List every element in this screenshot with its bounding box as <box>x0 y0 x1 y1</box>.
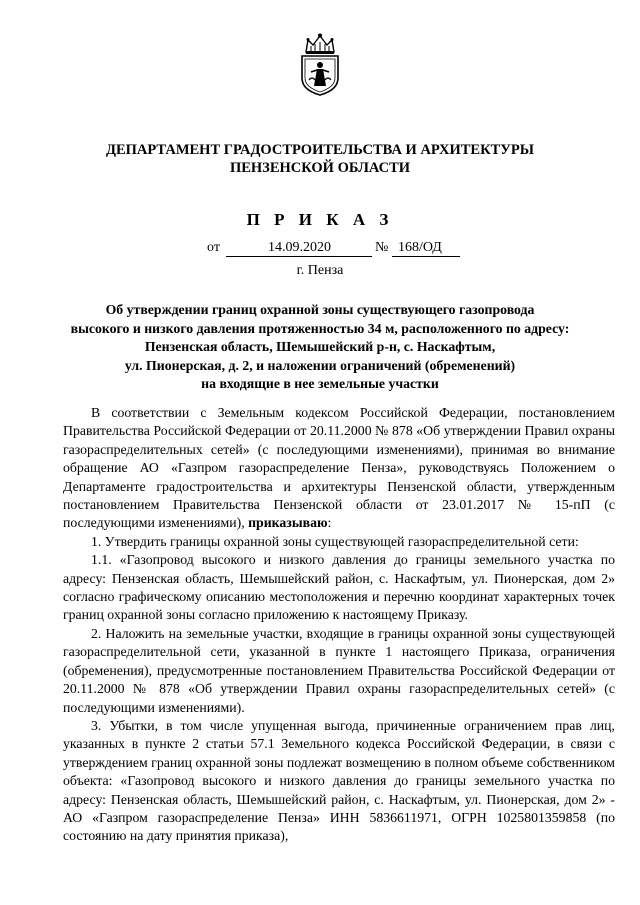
city: г. Пенза <box>296 263 344 278</box>
document-title <box>60 301 580 394</box>
document-date: 14.09.2020 <box>268 240 331 255</box>
title-line: на входящие в нее земельные участки <box>201 376 439 391</box>
paragraph-1: 1. Утвердить границы охранной зоны существующей газораспределительной сети: <box>91 533 579 549</box>
paragraph-intro <box>63 404 615 533</box>
title-line: высокого и низкого давления протяженностью 34 м, расположенного по адресу: <box>70 320 570 336</box>
paragraph-3: 3. Убытки, в том числе упущенная выгода, причиненные ограничением прав лиц, указанных в пункте 2 статьи 57.1 Земельного кодекса Российской Федерации, в связи с утверждением границ охранной зоны подлежат возмещению в полном объеме собственником объекта: «Газопровод высокого и низкого давления до границы земельного участка по адресу: Пензенская область, Шемышейский район, с. Наскафтым, ул. Пионерская, дом 2» - АО «Газпром газораспределение Пенза» ИНН 5836611971, ОГРН 1025801359858 (по состоянию на дату принятия приказа), <box>63 717 615 844</box>
intro-colon: : <box>327 515 332 531</box>
document-type-heading: П Р И К А З <box>246 210 394 229</box>
intro-text: В соответствии с Земельным кодексом Российской Федерации, постановлением Правительства Российской Федерации от 20.11.2000 № 878 «Об утверждении Правил охраны газораспределительных сетей» (с последующими изменениями), принимая во внимание обращение АО «Газпром газораспределение Пенза», руководствуясь Положением о Департаменте градостроительства и архитектуры Пензенской области, утвержденным постановлением Правительства Пензенской области от 23.01.2017 № 15-пП (с последующими изменениями), <box>63 405 615 531</box>
document-number: 168/ОД <box>398 240 442 255</box>
number-underline <box>392 256 460 257</box>
title-line: ул. Пионерская, д. 2, и наложении ограничений (обременений) <box>124 357 516 373</box>
document-body <box>63 404 615 846</box>
department-name-line1: ДЕПАРТАМЕНТ ГРАДОСТРОИТЕЛЬСТВА И АРХИТЕКТУРЫ <box>105 142 535 158</box>
penza-coat-of-arms-icon <box>297 32 343 96</box>
date-number-line <box>0 240 640 260</box>
number-sign: № <box>375 240 389 255</box>
date-prefix: от <box>207 240 220 255</box>
intro-directive: приказываю <box>248 515 328 531</box>
title-line: Об утверждении границ охранной зоны существующего газопровода <box>105 302 535 317</box>
department-name-line2: ПЕНЗЕНСКОЙ ОБЛАСТИ <box>229 160 411 176</box>
title-line: Пензенская область, Шемышейский р-н, с. Наскафтым, <box>144 339 496 354</box>
paragraph-1-1: 1.1. «Газопровод высокого и низкого давления до границы земельного участка по адресу: Пензенская область, Шемышейский район, с. Наскафтым, ул. Пионерская, дом 2» согласно графическому описанию местоположения и перечню координат характерных точек границ охранной зоны согласно приложению к настоящему Приказу. <box>63 552 615 623</box>
date-underline <box>226 256 372 257</box>
paragraph-2: 2. Наложить на земельные участки, входящие в границы охранной зоны существующей газораспределительной сети, указанной в пункте 1 настоящего Приказа, ограничения (обременения), предусмотренные постановлением Правительства Российской Федерации от 20.11.2000 № 878 «Об утверждении Правил охраны газораспределительных сетей» (с последующими изменениями). <box>63 625 615 715</box>
